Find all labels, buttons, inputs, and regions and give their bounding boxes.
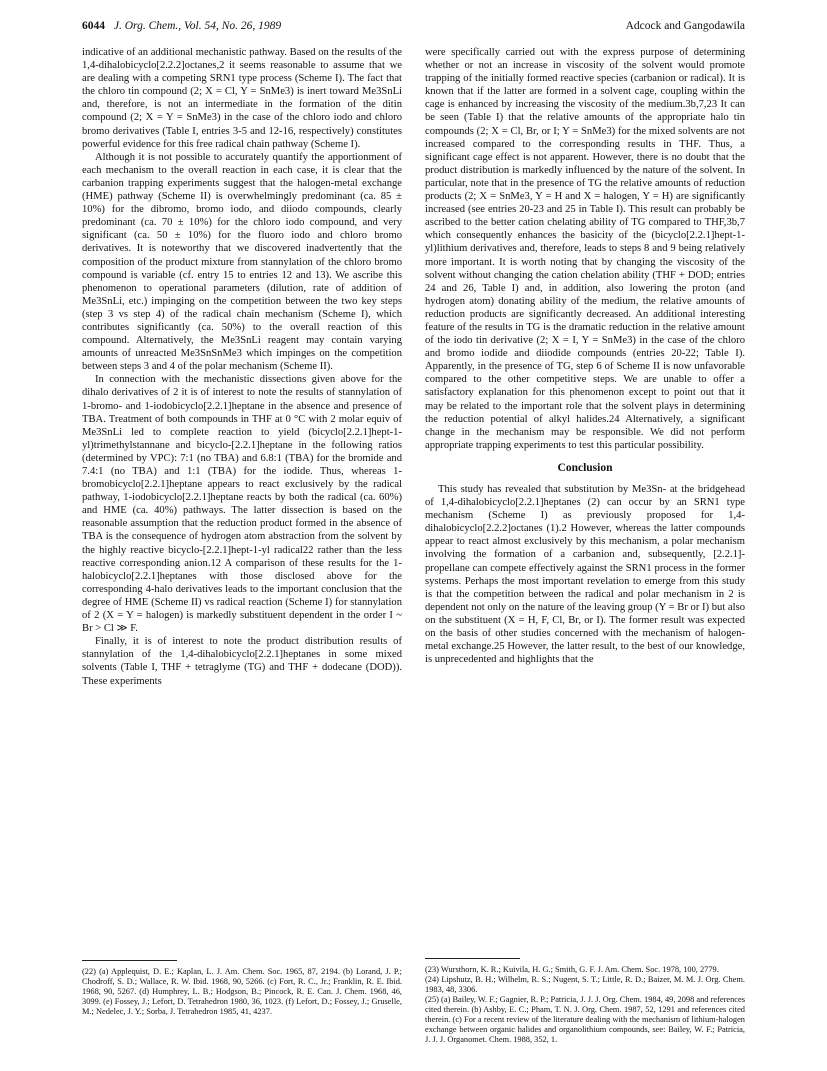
section-heading-conclusion: Conclusion (557, 461, 613, 474)
footnote-divider (82, 960, 177, 961)
footnote: (22) (a) Applequist, D. E.; Kaplan, L. J. Am. Chem. Soc. 1965, 87, 2194. (b) Lorand, J. P.; Chodroff, S. D.; Wallace, R. W. Ibid. 1968, 90, 5266. (c) Fort, R. C., Jr.; Franklin, R. E. Ibid. 1968, 90, 5267. (d) Humphrey, L. B.; Hodgson, B.; Pincock, R. E. Can. J. Chem. 1968, 46, 3099. (e) Fossey, J.; Lefort, D. Tetrahedron 1980, 36, 1023. (f) Lefort, D.; Fossey, J.; Gruselle, M.; Nedelec, J. Y.; Sorba, J. Tetrahedron 1985, 41, 4237. (82, 967, 402, 1016)
running-head-authors: Adcock and Gangodawila (625, 20, 745, 32)
left-footnotes (82, 948, 402, 1017)
paragraph: Finally, it is of interest to note the product distribution results of stannylation of the 1,4-dihalobicyclo[2.2.1]heptanes in some mixed solvents (Table I, THF + tetraglyme (TG) and THF + dodecane (DOD)). These experiments (82, 636, 402, 687)
paragraph: In connection with the mechanistic dissections given above for the dihalo derivatives of 2 it is of interest to note the results of stannylation of 1-bromo- and 1-iodobicyclo[2.2.1]heptane in the absence and presence of TBA. Treatment of both compounds in THF at 0 °C with 2 molar equiv of Me3SnLi led to complete reaction to yield (bicyclo[2.2.1]hept-1-yl)trimethylstannane and bicyclo-[2.2.1]heptane in the following ratios (determined by VPC): 7:1 (no TBA) and 6.8:1 (TBA) for the bromide and 7.4:1 (no TBA) and 1:1 (TBA) for the iodide. Thus, whereas 1-bromobicyclo[2.2.1]heptane appears to react exclusively by the radical pathway, 1-iodobicyclo[2.2.1]heptane reacts by both the radical (ca. 60%) and HME (ca. 40%) pathways. The latter dissection is based on the reasonable assumption that the reduction product formed in the absence of TBA is the consequence of hydrogen atom abstraction from the solvent by the highly reactive bicyclo-[2.2.1]hept-1-yl radical22 rather than the less reactive corresponding anion.12 A comparison of these results for the 1-halobicyclo[2.2.1]heptanes with those disclosed above for the corresponding 4-halo derivatives leads to the important conclusion that the degree of HME (Scheme II) vs radical reaction (Scheme I) for stannylation of 2 (X = Y = halogen) is markedly substituent dependent in the order I ~ Br > Cl ≫ F. (82, 374, 402, 635)
footnote: (25) (a) Bailey, W. F.; Gagnier, R. P.; Patricia, J. J. J. Org. Chem. 1984, 49, 2098 and references cited therein. (b) Ashby, E. C.; Pham, T. N. J. Org. Chem. 1987, 52, 1291 and references cited therein. (c) For a recent review of the literature dealing with the mechanism of lithium-halogen exchange between organic halides and organolithium compounds, see: Bailey, W. F.; Patricia, J. J. J. Organomet. Chem. 1988, 352, 1. (425, 995, 745, 1044)
footnote-divider (425, 958, 520, 959)
left-column (82, 46, 402, 688)
paragraph: This study has revealed that substitution by Me3Sn- at the bridgehead of 1,4-dihalobicyclo[2.2.1]heptanes (2) can occur by an SRN1 type mechanism (Scheme I) as previously proposed for 1,4-dihalobicyclo[2.2.2]octanes (1).2 However, whereas the latter compounds appear to react almost exclusively by this mechanism, a polar mechanism involving the formation of a carbanion and, subsequently, [2.2.1]-propellane can compete effectively against the SRN1 process in the former systems. Perhaps the most important revelation to emerge from this study is that the competition between the radical and polar mechanism in 2 is dependent not only on the nature of the leaving group (Y = Br or I) but also on the substituent (X = H, F, Cl, Br, or I). The former result was expected on the basis of other studies concerned with the mechanism of halogen-metal exchange.25 However, the latter result, to the best of our knowledge, is unprecedented and highlights that the (425, 484, 745, 666)
right-column (425, 46, 745, 666)
paragraph: Although it is not possible to accurately quantify the apportionment of each mechanism to the overall reaction in each case, it is clear that the carbanion trapping experiments suggest that the halogen-metal exchange (HME) pathway (Scheme II) is overwhelmingly predominant (ca. 85 ± 10%) for the dibromo, bromo iodo, and diiodo compounds, clearly predominant (ca. 70 ± 10%) for the chloro iodo compound, and very significant (ca. 50 ± 10%) for the fluoro iodo and chloro bromo derivatives. It is noteworthy that we discovered inadvertently that the composition of the product mixture from stannylation of the chloro bromo compound is variable (cf. entry 15 to entries 12 and 13). We ascribe this phenomenon to operational parameters (dilution, rate of addition of Me3SnLi, etc.) impinging on the competition between the two key steps (step 3 vs step 4) of the radical chain mechanism (Scheme I), which contributes significantly (ca. 50%) to the overall reaction of this compound. Alternatively, the Me3SnLi reagent may contain varying amounts of unreacted Me3SnSnMe3 which impinges on the competition between steps 3 and 4 of the polar mechanism (Scheme II). (82, 151, 402, 373)
right-footnotes (425, 946, 745, 1045)
page-number: 6044 (82, 20, 105, 32)
paragraph: indicative of an additional mechanistic pathway. Based on the results of the 1,4-dihalobicyclo[2.2.2]octanes,2 it seems reasonable to assume that we are dealing with a competing SRN1 type process (Scheme I). The fact that the chloro tin compound (2; X = Cl, Y = SnMe3) is inert toward Me3SnLi and, therefore, is not an intermediate in the formation of the ditin compound (2; X = Y = SnMe3) in the case of the chloro iodo and chloro bromo derivatives (Table I, entries 3-5 and 12-16, respectively) constitutes powerful evidence for this free radical chain pathway (Scheme I). (82, 47, 402, 150)
footnote: (24) Lipshutz, B. H.; Wilhelm, R. S.; Nugent, S. T.; Little, R. D.; Baizer, M. M. J. Org. Chem. 1983, 48, 3306. (425, 975, 745, 994)
paragraph: were specifically carried out with the express purpose of determining whether or not an increase in viscosity of the solvent would promote trapping of the initially formed reactive species (carbanion or radical). It is known that if the latter are formed in a solvent cage, coupling within the cage is enhanced by increasing the viscosity of the medium.3b,7,23 It can be seen (Table I) that the relative amounts of the appropriate halo tin compounds (2; X = Cl, Br, or I; Y = SnMe3) for the mixed solvents are not increased compared to the corresponding results in THF. Thus, a significant cage effect is not apparent. However, there is no doubt that the product distribution is markedly influenced by the nature of the solvent. In particular, note that in the presence of TG the relative amounts of reduction products (2; X = SnMe3, Y = H and X = halogen, Y = H) are significantly increased (see entries 20-23 and 25 in Table I). This result can probably be ascribed to the better cation chelating ability of TG compared to THF,3b,7 which consequently enhances the basicity of the (bicyclo[2.2.1]hept-1-yl)lithium derivatives and, therefore, leads to steps 8 and 9 being relatively more important. It is worth noting that by changing the viscosity of the solvent without changing the cation chelation ability (THF + DOD; entries 24 and 26, Table I) and, in addition, also lowering the proton (and hydrogen atom) donating ability of the medium, the relative amounts of reduction products are significantly decreased. An additional interesting feature of the results in TG is the dramatic reduction in the relative amount of the iodo tin derivative (2; X = I, Y = SnMe3) in the case of the chloro and bromo iodide and diiodide compounds (entries 20-22; Table I). Apparently, in the presence of TG, step 6 of Scheme II is now unfavorable compared to the other competitive steps. We are unable to offer a satisfactory explanation for this phenomenon except to point out that it may be related to the important role that the solvent plays in determining the reduction potential of alkyl halides.24 Alternatively, a significant change in the mechanism may be responsible. We did not perform appropriate trapping experiments to test this particular possibility. (425, 47, 745, 451)
running-head-left (82, 20, 281, 32)
journal-citation: J. Org. Chem., Vol. 54, No. 26, 1989 (113, 20, 282, 32)
footnote: (23) Wursthorn, K. R.; Kuivila, H. G.; Smith, G. F. J. Am. Chem. Soc. 1978, 100, 2779. (425, 965, 719, 974)
page-header (82, 20, 745, 38)
